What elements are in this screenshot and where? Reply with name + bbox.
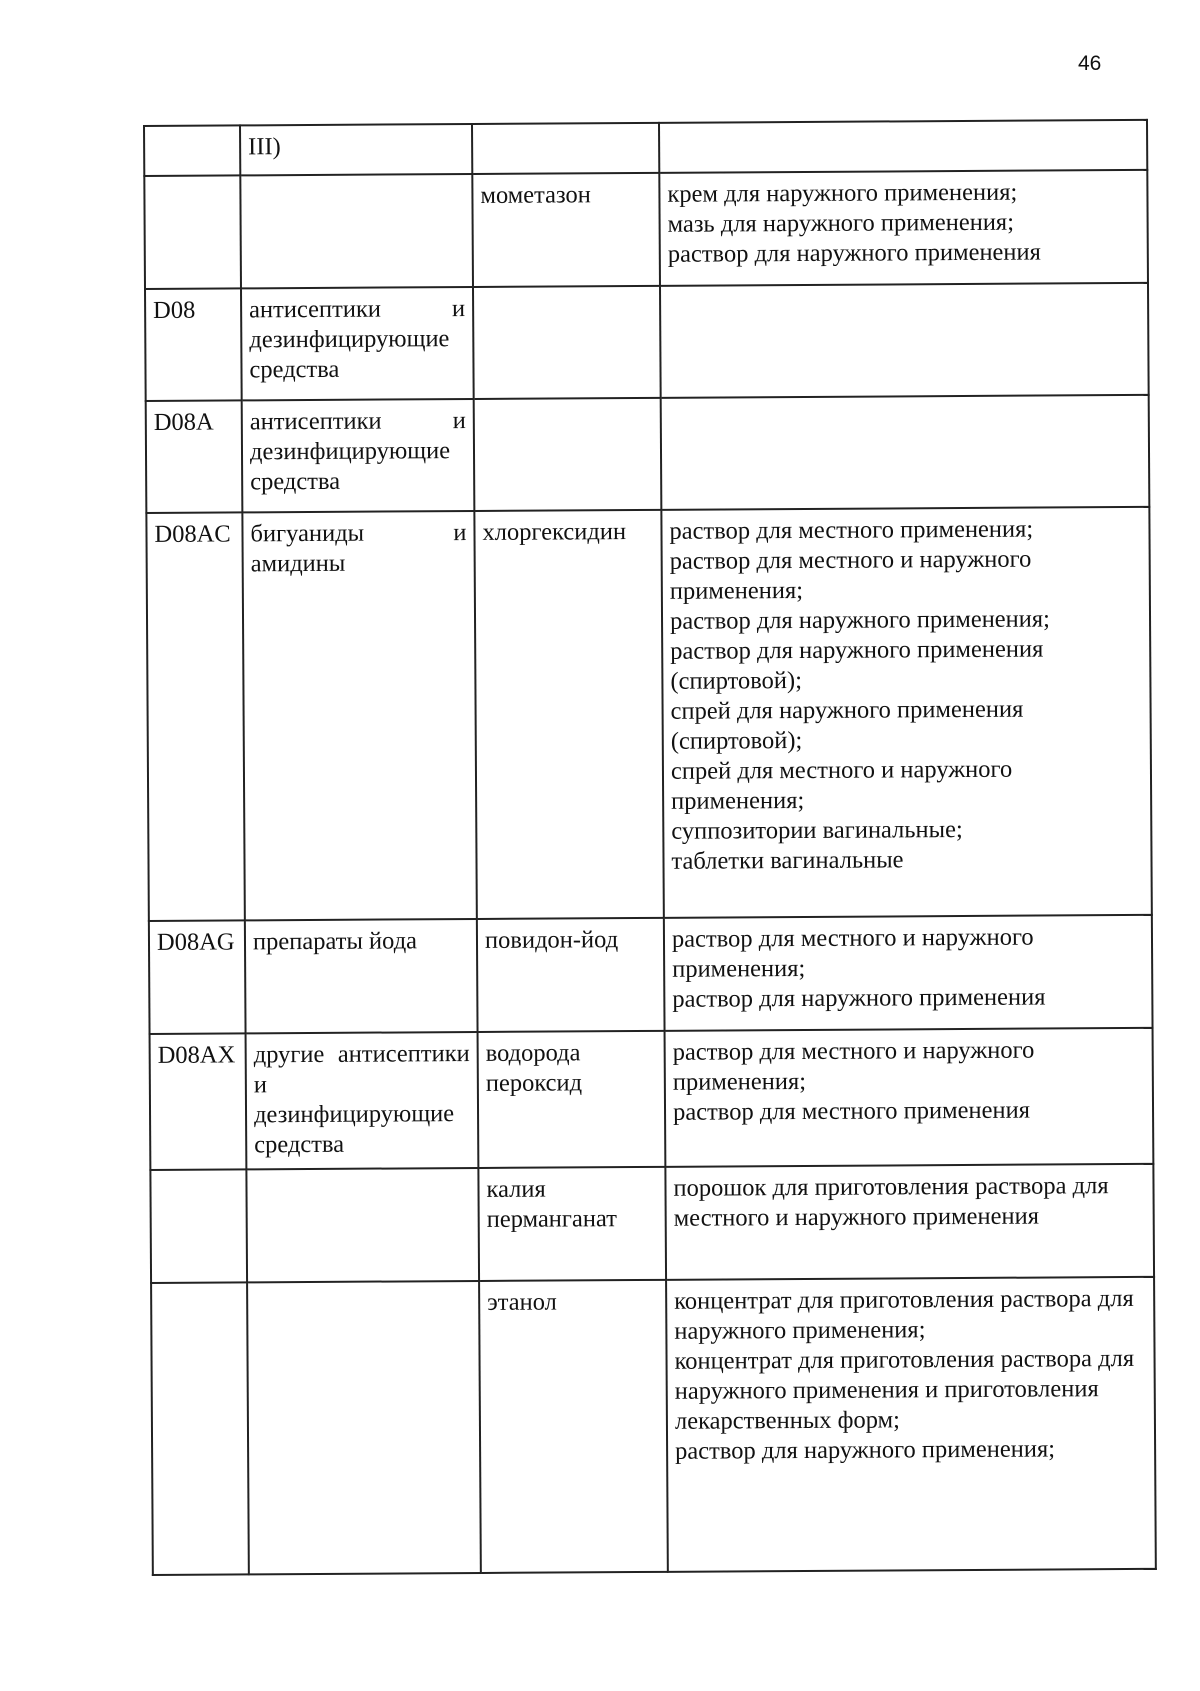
atc-group-cell — [247, 1281, 481, 1574]
dosage-form-line: раствор для наружного применения — [667, 238, 1041, 268]
dosage-form-line: суппозитории вагинальные; — [671, 816, 963, 845]
dosage-form-line: спрей для наружного применения (спиртовой); — [670, 695, 1024, 755]
atc-code-cell: D08AX — [150, 1033, 247, 1170]
dosage-form-line: концентрат для приготовления раствора для наружного применения; — [674, 1284, 1134, 1345]
dosage-forms-cell — [665, 1164, 1154, 1280]
table-row — [145, 283, 1149, 401]
dosage-forms-cell — [661, 395, 1150, 510]
dosage-forms-cell — [659, 170, 1148, 286]
drug-name-cell — [472, 123, 659, 174]
atc-code-cell: D08AC — [146, 512, 244, 921]
dosage-form-line: раствор для местного применения — [672, 1096, 1031, 1126]
dosage-form-line: мазь для наружного применения; — [667, 208, 1015, 238]
dosage-form-line: таблетки вагинальные — [671, 846, 904, 875]
atc-group-cell: III) — [240, 124, 472, 175]
dosage-form-line: раствор для местного применения; — [669, 515, 1034, 545]
atc-group-cell: бигуаниды и амидины — [242, 511, 476, 920]
dosage-forms-cell — [664, 915, 1153, 1031]
dosage-form-line: раствор для местного и наружного применения; — [672, 1036, 1035, 1096]
dosage-forms-cell — [665, 1028, 1154, 1167]
dosage-form-line: крем для наружного применения; — [667, 178, 1018, 208]
dosage-forms-cell — [660, 283, 1149, 398]
atc-code-cell: D08AG — [149, 920, 246, 1034]
table-row — [144, 170, 1148, 289]
drug-name-cell: хлоргексидин — [474, 510, 663, 919]
drug-name-cell — [474, 398, 662, 511]
table-row — [146, 395, 1150, 513]
atc-code-cell: D08 — [145, 288, 242, 401]
medication-table — [143, 119, 1157, 1576]
atc-group-cell — [240, 174, 473, 288]
atc-group-cell: антисептики и дезинфицирующие средства — [241, 287, 474, 400]
atc-code-cell — [144, 125, 240, 176]
page-number: 46 — [1078, 52, 1102, 75]
dosage-form-line: раствор для местного и наружного применения; — [671, 923, 1034, 983]
atc-code-cell: D08A — [146, 400, 243, 513]
atc-group-cell — [246, 1168, 479, 1282]
dosage-form-line: раствор для местного и наружного применения; — [669, 545, 1032, 605]
dosage-forms-cell — [666, 1277, 1156, 1572]
table-row — [150, 1164, 1154, 1283]
atc-code-cell — [144, 175, 241, 289]
dosage-form-line: раствор для наружного применения; — [675, 1435, 1056, 1465]
dosage-form-line: спрей для местного и наружного применения; — [670, 755, 1013, 815]
drug-name-cell: мометазон — [472, 173, 660, 287]
dosage-form-line: раствор для наружного применения (спиртовой); — [670, 635, 1044, 695]
dosage-forms-cell — [659, 120, 1147, 173]
atc-group-cell: антисептики и дезинфицирующие средства — [242, 399, 475, 512]
atc-code-cell — [151, 1282, 249, 1575]
drug-name-cell — [473, 286, 661, 399]
drug-name-cell: водорода пероксид — [478, 1031, 666, 1168]
table-row — [151, 1277, 1156, 1575]
atc-group-cell: другие антисептики и дезинфицирующие средства — [246, 1032, 479, 1169]
dosage-form-line: раствор для наружного применения — [672, 983, 1046, 1013]
drug-name-cell: этанол — [479, 1280, 668, 1573]
atc-group-cell: препараты йода — [245, 919, 478, 1033]
dosage-form-line: раствор для наружного применения; — [669, 605, 1051, 635]
dosage-form-line: порошок для приготовления раствора для местного и наружного применения — [673, 1172, 1109, 1232]
table-row — [144, 120, 1147, 176]
atc-code-cell — [150, 1169, 247, 1283]
table-row — [150, 1028, 1154, 1170]
drug-name-cell: калия перманганат — [478, 1167, 666, 1281]
dosage-forms-cell — [661, 507, 1151, 918]
table-row — [146, 507, 1151, 921]
table-row — [149, 915, 1153, 1034]
dosage-form-line: концентрат для приготовления раствора для наружного применения и приготовления лекарственных форм; — [674, 1344, 1135, 1435]
drug-name-cell: повидон-йод — [477, 918, 665, 1032]
